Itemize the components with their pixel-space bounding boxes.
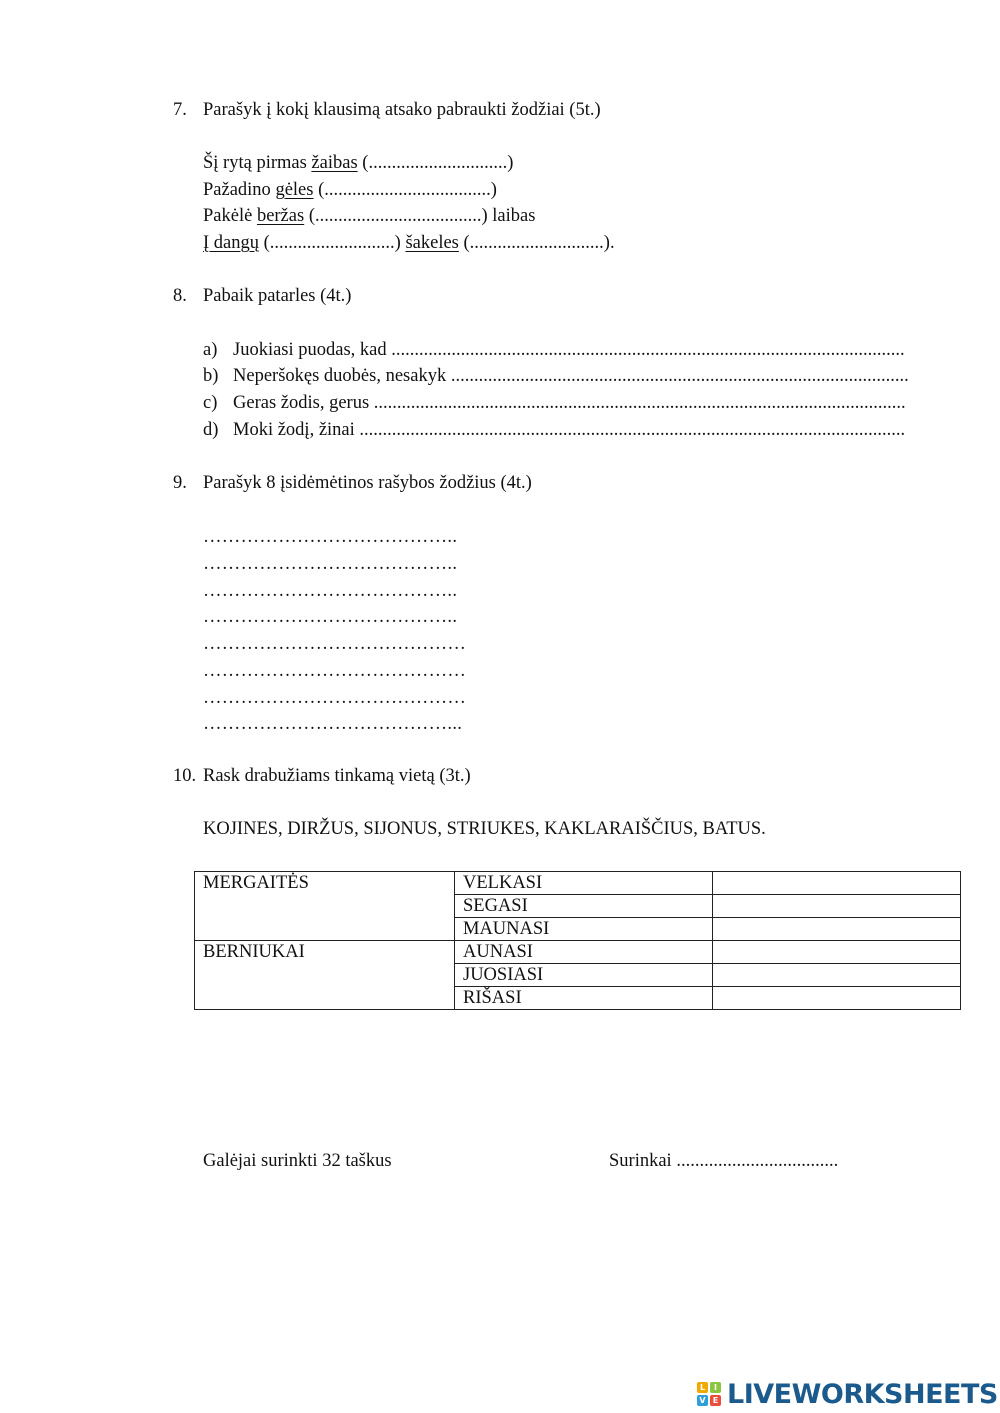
underlined-word: žaibas bbox=[311, 153, 358, 173]
answer-cell[interactable] bbox=[713, 872, 961, 895]
proverb-text: Moki žodį, žinai ...................................................................................................................... bbox=[233, 421, 906, 440]
answer-cell[interactable] bbox=[713, 987, 961, 1010]
answer-line[interactable]: ………………………………….. bbox=[203, 581, 458, 601]
underlined-word: šakeles bbox=[405, 233, 459, 253]
table-row bbox=[195, 872, 961, 895]
q7-title: Parašyk į kokį klausimą atsako pabraukti žodžiai (5t.) bbox=[203, 100, 601, 120]
max-points: Galėjai surinkti 32 taškus bbox=[203, 1151, 392, 1171]
q7-number: 7. bbox=[173, 100, 187, 120]
answer-cell[interactable] bbox=[713, 918, 961, 941]
proverb-letter: d) bbox=[203, 421, 219, 440]
q9-title: Parašyk 8 įsidėmėtinos rašybos žodžius (4t.) bbox=[203, 473, 532, 493]
q9-number: 9. bbox=[173, 473, 187, 493]
answer-line[interactable]: ………………………………….. bbox=[203, 554, 458, 574]
proverb-text: Juokiasi puodas, kad ............................................................................................................... bbox=[233, 341, 905, 360]
proverb-item[interactable] bbox=[203, 341, 950, 363]
verb-cell: VELKASI bbox=[455, 872, 713, 895]
q10-title: Rask drabužiams tinkamą vietą (3t.) bbox=[203, 766, 471, 786]
q10-word-list: KOJINES, DIRŽUS, SIJONUS, STRIUKES, KAKLARAIŠČIUS, BATUS. bbox=[203, 819, 766, 839]
verb-cell: JUOSIASI bbox=[455, 964, 713, 987]
answer-line[interactable]: …………………………………... bbox=[203, 714, 463, 734]
q7-line-1: Šį rytą pirmas žaibas (..............................) bbox=[203, 153, 514, 173]
proverb-item[interactable] bbox=[203, 394, 950, 416]
proverb-text: Neperšokęs duobės, nesakyk ................................................................................................... bbox=[233, 367, 909, 386]
underlined-word: gėles bbox=[275, 180, 314, 200]
verb-cell: SEGASI bbox=[455, 895, 713, 918]
verb-cell: MAUNASI bbox=[455, 918, 713, 941]
q7-line-3: Pakėlė beržas (....................................) laibas bbox=[203, 206, 536, 226]
answer-line[interactable]: ………………………………….. bbox=[203, 607, 458, 627]
proverb-text: Geras žodis, gerus ................................................................................................................... bbox=[233, 394, 906, 413]
underlined-word: Į dangų bbox=[203, 233, 259, 253]
logo-mark-icon: L I V E bbox=[697, 1382, 721, 1406]
answer-line[interactable]: …………………………………… bbox=[203, 661, 467, 681]
proverb-item[interactable] bbox=[203, 367, 950, 389]
q7-line-4: Į dangų (...........................) šakeles (.............................). bbox=[203, 233, 615, 253]
verb-cell: AUNASI bbox=[455, 941, 713, 964]
answer-line[interactable]: …………………………………… bbox=[203, 688, 467, 708]
clothes-table bbox=[194, 871, 961, 1010]
liveworksheets-logo[interactable] bbox=[697, 1378, 998, 1410]
logo-text: LIVEWORKSHEETS bbox=[727, 1378, 998, 1410]
group-label: MERGAITĖS bbox=[195, 872, 455, 941]
proverb-letter: c) bbox=[203, 394, 218, 413]
q8-number: 8. bbox=[173, 286, 187, 306]
answer-cell[interactable] bbox=[713, 895, 961, 918]
proverb-letter: a) bbox=[203, 341, 218, 360]
table-row bbox=[195, 941, 961, 964]
q8-title: Pabaik patarles (4t.) bbox=[203, 286, 352, 306]
group-label: BERNIUKAI bbox=[195, 941, 455, 1010]
q10-number: 10. bbox=[173, 766, 197, 786]
answer-cell[interactable] bbox=[713, 941, 961, 964]
underlined-word: beržas bbox=[256, 206, 305, 226]
verb-cell: RIŠASI bbox=[455, 987, 713, 1010]
proverb-item[interactable] bbox=[203, 421, 950, 443]
collected-points[interactable]: Surinkai ................................... bbox=[609, 1151, 839, 1171]
answer-cell[interactable] bbox=[713, 964, 961, 987]
answer-line[interactable]: …………………………………… bbox=[203, 634, 467, 654]
q7-line-2: Pažadino gėles (....................................) bbox=[203, 180, 497, 200]
proverb-letter: b) bbox=[203, 367, 219, 386]
answer-line[interactable]: ………………………………….. bbox=[203, 527, 458, 547]
